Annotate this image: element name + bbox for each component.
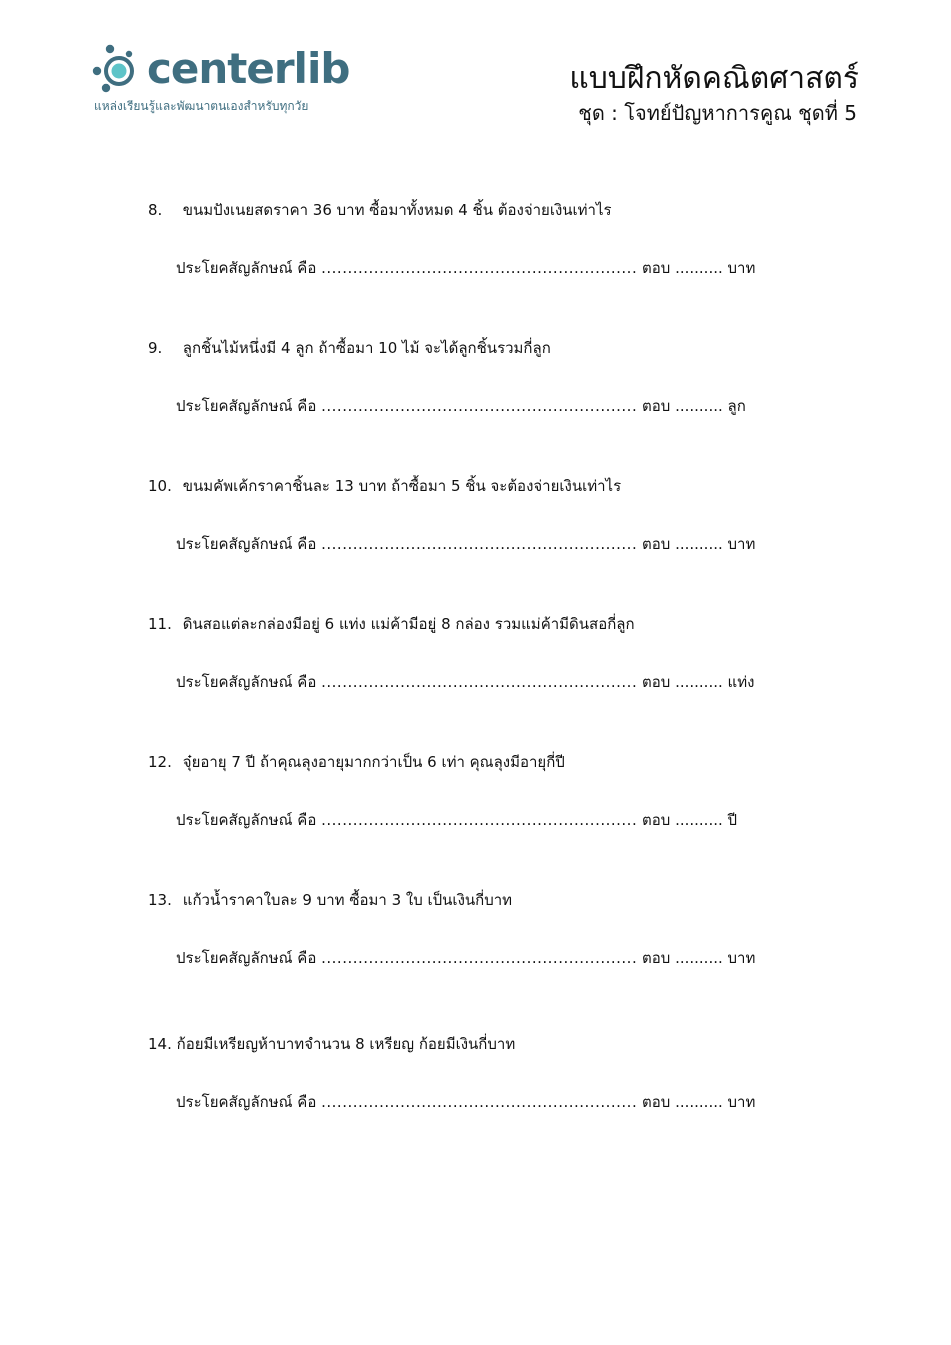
answer-blank[interactable]: .......... bbox=[675, 535, 723, 553]
symbol-sentence-blank[interactable]: ............................................................ bbox=[321, 259, 638, 277]
question-item bbox=[148, 334, 828, 472]
question-body: ขนมปังเนยสดราคา 36 บาท ซื้อมาทั้งหมด 4 ชิ้น ต้องจ่ายเงินเท่าไร bbox=[182, 201, 612, 219]
symbol-sentence-blank[interactable]: ............................................................ bbox=[321, 811, 638, 829]
question-body: ดินสอแต่ละกล่องมีอยู่ 6 แท่ง แม่ค้ามีอยู่ 8 กล่อง รวมแม่ค้ามีดินสอกี่ลูก bbox=[182, 615, 635, 633]
answer-unit: ปี bbox=[727, 811, 738, 829]
answer-unit: บาท bbox=[727, 949, 756, 967]
question-item bbox=[148, 1030, 828, 1168]
question-body: ลูกชิ้นไม้หนึ่งมี 4 ลูก ถ้าซื้อมา 10 ไม้ จะได้ลูกชิ้นรวมกี่ลูก bbox=[182, 339, 551, 357]
question-number: 13. bbox=[148, 891, 172, 909]
answer-unit: ลูก bbox=[727, 397, 746, 415]
symbol-sentence-blank[interactable]: ............................................................ bbox=[321, 673, 638, 691]
question-item bbox=[148, 748, 828, 886]
answer-label: ตอบ bbox=[642, 673, 671, 691]
question-text bbox=[148, 748, 828, 776]
answer-label: ตอบ bbox=[642, 535, 671, 553]
question-number: 14. bbox=[148, 1035, 172, 1053]
symbol-sentence-label: ประโยคสัญลักษณ์ คือ bbox=[176, 259, 317, 277]
answer-blank[interactable]: .......... bbox=[675, 949, 723, 967]
answer-label: ตอบ bbox=[642, 949, 671, 967]
question-body: ก้อยมีเหรียญห้าบาทจำนวน 8 เหรียญ ก้อยมีเงินกี่บาท bbox=[176, 1035, 516, 1053]
answer-line bbox=[176, 944, 828, 972]
question-body: แก้วน้ำราคาใบละ 9 บาท ซื้อมา 3 ใบ เป็นเงินกี่บาท bbox=[182, 891, 513, 909]
symbol-sentence-blank[interactable]: ............................................................ bbox=[321, 535, 638, 553]
answer-line bbox=[176, 254, 828, 282]
answer-line bbox=[176, 1088, 828, 1116]
answer-blank[interactable]: .......... bbox=[675, 811, 723, 829]
question-list bbox=[148, 196, 828, 1168]
symbol-sentence-blank[interactable]: ............................................................ bbox=[321, 397, 638, 415]
question-text bbox=[148, 610, 828, 638]
logo-wordmark: centerlib bbox=[147, 44, 350, 93]
answer-unit: บาท bbox=[727, 1093, 756, 1111]
question-number: 9. bbox=[148, 339, 163, 357]
answer-line bbox=[176, 806, 828, 834]
symbol-sentence-label: ประโยคสัญลักษณ์ คือ bbox=[176, 535, 317, 553]
symbol-sentence-blank[interactable]: ............................................................ bbox=[321, 949, 638, 967]
answer-unit: บาท bbox=[727, 535, 756, 553]
question-text bbox=[148, 334, 828, 362]
question-item bbox=[148, 610, 828, 748]
centerlib-logo bbox=[92, 42, 372, 122]
question-number: 11. bbox=[148, 615, 172, 633]
answer-blank[interactable]: .......... bbox=[675, 397, 723, 415]
answer-label: ตอบ bbox=[642, 397, 671, 415]
answer-line bbox=[176, 530, 828, 558]
answer-unit: บาท bbox=[727, 259, 756, 277]
question-item bbox=[148, 886, 828, 1030]
worksheet-title: แบบฝึกหัดคณิตศาสตร์ bbox=[569, 61, 859, 96]
answer-blank[interactable]: .......... bbox=[675, 673, 723, 691]
logo-tagline: แหล่งเรียนรู้และพัฒนาตนเองสำหรับทุกวัย bbox=[94, 99, 309, 113]
symbol-sentence-label: ประโยคสัญลักษณ์ คือ bbox=[176, 1093, 317, 1111]
answer-unit: แท่ง bbox=[727, 673, 755, 691]
symbol-sentence-label: ประโยคสัญลักษณ์ คือ bbox=[176, 811, 317, 829]
question-text bbox=[148, 886, 828, 914]
question-text bbox=[148, 472, 828, 500]
symbol-sentence-label: ประโยคสัญลักษณ์ คือ bbox=[176, 673, 317, 691]
question-text bbox=[148, 196, 828, 224]
question-item bbox=[148, 196, 828, 334]
answer-label: ตอบ bbox=[642, 259, 671, 277]
question-number: 10. bbox=[148, 477, 172, 495]
answer-label: ตอบ bbox=[642, 1093, 671, 1111]
symbol-sentence-label: ประโยคสัญลักษณ์ คือ bbox=[176, 397, 317, 415]
question-item bbox=[148, 472, 828, 610]
answer-line bbox=[176, 392, 828, 420]
answer-blank[interactable]: .......... bbox=[675, 1093, 723, 1111]
question-number: 12. bbox=[148, 753, 172, 771]
worksheet-subtitle: ชุด : โจทย์ปัญหาการคูณ ชุดที่ 5 bbox=[578, 101, 857, 125]
question-body: จุ๋ยอายุ 7 ปี ถ้าคุณลุงอายุมากกว่าเป็น 6 เท่า คุณลุงมีอายุกี่ปี bbox=[182, 753, 565, 771]
logo-molecule-icon bbox=[92, 42, 148, 98]
question-number: 8. bbox=[148, 201, 163, 219]
answer-line bbox=[176, 668, 828, 696]
symbol-sentence-blank[interactable]: ............................................................ bbox=[321, 1093, 638, 1111]
question-text bbox=[148, 1030, 828, 1058]
question-body: ขนมคัพเค้กราคาชิ้นละ 13 บาท ถ้าซื้อมา 5 ชิ้น จะต้องจ่ายเงินเท่าไร bbox=[182, 477, 622, 495]
symbol-sentence-label: ประโยคสัญลักษณ์ คือ bbox=[176, 949, 317, 967]
answer-blank[interactable]: .......... bbox=[675, 259, 723, 277]
answer-label: ตอบ bbox=[642, 811, 671, 829]
